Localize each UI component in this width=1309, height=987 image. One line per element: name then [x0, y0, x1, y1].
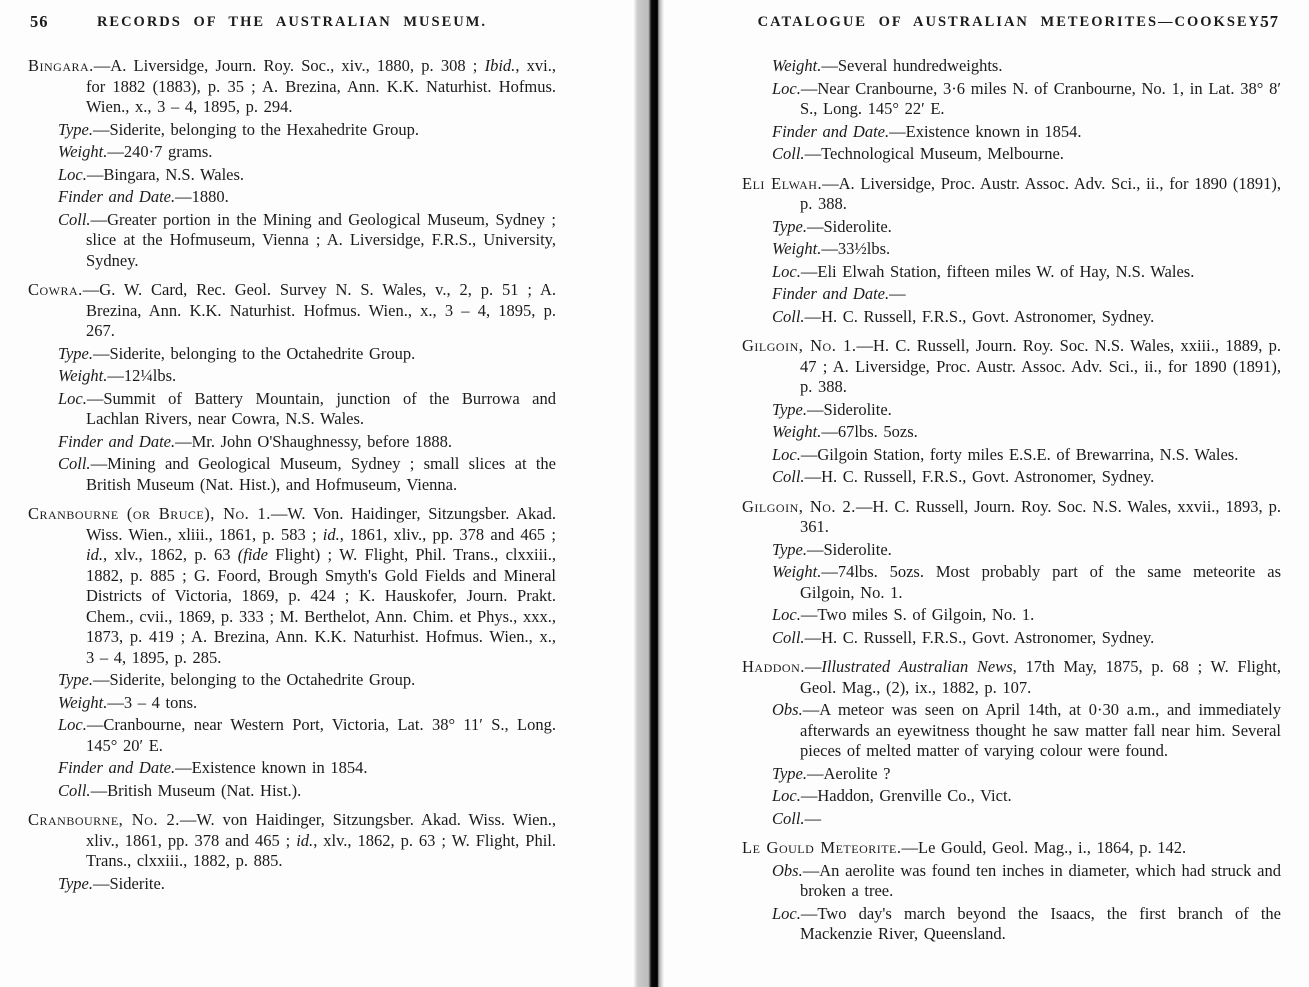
entry-citation	[28, 810, 556, 872]
catalogue-entry	[742, 56, 1281, 165]
field-label: Finder and Date.	[58, 758, 176, 777]
entry-field	[58, 781, 556, 802]
entry-citation	[742, 174, 1281, 215]
field-text: —Several hundredweights.	[821, 56, 1003, 75]
entry-field	[58, 187, 556, 208]
catalogue-entry	[742, 838, 1281, 945]
field-text: —Gilgoin Station, forty miles E.S.E. of Brewarrina, N.S. Wales.	[800, 444, 1239, 464]
citation-text: Flight) ; W. Flight, Phil. Trans., clxxiii., 1882, p. 885 ; G. Foord, Brough Smyth's Gold Fields and Mineral Districts of Victoria, 1869, p. 424 ; K. Hauskofer, Journ. Prakt. Chem., cvii., 1869, p. 333 ; M. Berthelot, Ann. Chim. et Phys., xxx., 1873, p. 419 ; A. Brezina, Ann. K.K. Naturhist. Hofmus. Wien., x., 3 – 4, 1895, p. 285.	[86, 545, 556, 667]
field-label: Loc.	[772, 78, 801, 98]
entry-field	[772, 239, 1281, 260]
field-label: Finder and Date.	[772, 284, 890, 303]
field-text: —3 – 4 tons.	[107, 692, 198, 712]
field-label: Weight.	[58, 366, 108, 385]
running-header-left: RECORDS OF THE AUSTRALIAN MUSEUM.	[96, 14, 488, 30]
field-text: —33½lbs.	[821, 239, 891, 258]
field-text: —Existence known in 1854.	[889, 121, 1082, 141]
field-label: Coll.	[58, 454, 91, 473]
field-label: Finder and Date.	[58, 187, 176, 206]
entry-field	[772, 700, 1281, 762]
entry-citation	[742, 838, 1281, 859]
field-text: —H. C. Russell, F.R.S., Govt. Astronomer, Sydney.	[804, 627, 1155, 647]
entry-field	[58, 715, 556, 756]
entry-field	[58, 142, 556, 163]
field-text: —Siderite, belonging to the Hexahedrite Group.	[92, 119, 419, 139]
field-text: —An aerolite was found ten inches in diameter, which had struck and broken a tree.	[800, 860, 1281, 900]
field-text: —Near Cranbourne, 3·6 miles N. of Cranbourne, No. 1, in Lat. 38° 8′ S., Long. 145° 22′ E.	[800, 78, 1281, 118]
citation-text: —	[804, 657, 822, 676]
entry-field	[772, 307, 1281, 328]
entry-field	[772, 284, 1281, 305]
field-text: —240·7 grams.	[107, 142, 213, 161]
field-label: Loc.	[772, 444, 801, 464]
page-right	[664, 0, 1309, 987]
field-text: —H. C. Russell, F.R.S., Govt. Astronomer, Sydney.	[804, 306, 1155, 326]
entry-field	[58, 165, 556, 186]
entry-field	[772, 122, 1281, 143]
running-header-right: CATALOGUE OF AUSTRALIAN METEORITES—COOKSEY.	[757, 14, 1266, 30]
field-label: Loc.	[772, 605, 801, 624]
catalogue-entry	[28, 56, 556, 271]
field-label: Weight.	[772, 239, 822, 258]
entry-field	[772, 422, 1281, 443]
field-label: Type.	[772, 539, 807, 559]
field-label: Coll.	[772, 627, 805, 647]
field-label: Loc.	[772, 903, 801, 923]
entry-field	[58, 670, 556, 691]
citation-text: , 1861, xliv., pp. 378 and 465 ;	[339, 524, 556, 544]
field-text: —Siderolite.	[806, 216, 892, 236]
catalogue-entry	[28, 810, 556, 894]
entry-field	[58, 758, 556, 779]
citation-text: —W. Von. Haidinger, Sitzungsber. Akad. Wiss. Wien., xliii., 1861, p. 583 ;	[86, 504, 556, 544]
entries-right	[742, 56, 1281, 945]
field-label: Loc.	[772, 786, 801, 805]
field-label: Coll.	[772, 467, 805, 486]
field-text: —Bingara, N.S. Wales.	[86, 164, 245, 184]
field-label: Type.	[772, 399, 807, 419]
field-text: —Existence known in 1854.	[175, 758, 368, 777]
entry-citation	[28, 504, 556, 668]
page-right-header	[742, 12, 1281, 34]
citation-text: , 17th May, 1875, p. 68 ; W. Flight, Geol. Mag., (2), ix., 1882, p. 107.	[800, 657, 1281, 697]
entry-headword: Haddon.	[742, 657, 805, 676]
citation-italic-text: id.	[296, 830, 314, 850]
field-label: Type.	[772, 216, 807, 236]
entry-headword: Gilgoin, No. 1.	[742, 336, 857, 355]
field-label: Type.	[58, 343, 93, 363]
entry-field	[772, 262, 1281, 283]
citation-italic-text: Ibid.	[484, 56, 516, 75]
entry-field	[772, 445, 1281, 466]
field-label: Obs.	[772, 860, 803, 880]
field-text: —Eli Elwah Station, fifteen miles W. of Hay, N.S. Wales.	[800, 261, 1195, 281]
entry-field	[58, 344, 556, 365]
field-label: Type.	[772, 763, 807, 783]
field-text: —Summit of Battery Mountain, junction of the Burrowa and Lachlan Rivers, near Cowra, N.S. Wales.	[86, 388, 556, 428]
entry-citation	[28, 56, 556, 118]
entry-field	[772, 467, 1281, 488]
field-label: Type.	[58, 873, 93, 893]
entry-field	[772, 217, 1281, 238]
page-left-header	[28, 12, 556, 34]
entry-field	[58, 210, 556, 272]
catalogue-entry	[28, 280, 556, 495]
field-text: —	[889, 284, 906, 303]
catalogue-entry	[28, 504, 556, 801]
page-number-left: 56	[30, 12, 49, 31]
entry-citation	[742, 657, 1281, 698]
citation-text: —A. Liversidge, Journ. Roy. Soc., xiv., 1880, p. 308 ;	[93, 56, 485, 75]
citation-italic-text: id.	[322, 524, 340, 544]
entries-left	[28, 56, 556, 894]
catalogue-entry	[742, 657, 1281, 829]
field-text: —74lbs. 5ozs. Most probably part of the same meteorite as Gilgoin, No. 1.	[800, 562, 1281, 602]
field-text: —Siderite, belonging to the Octahedrite Group.	[92, 343, 416, 363]
field-label: Coll.	[58, 780, 91, 800]
entry-field	[772, 540, 1281, 561]
entry-field	[58, 693, 556, 714]
field-text: —12¼lbs.	[107, 366, 177, 385]
field-label: Type.	[58, 119, 93, 139]
entry-headword: Gilgoin, No. 2.	[742, 496, 856, 516]
entry-citation	[28, 280, 556, 342]
citation-text: —W. von Haidinger, Sitzungsber. Akad. Wiss. Wien., xliv., 1861, pp. 378 and 465 ;	[86, 810, 557, 850]
entry-headword: Cranbourne (or Bruce), No. 1.	[28, 504, 271, 523]
citation-italic-text: id.	[86, 545, 103, 564]
citation-text: —Le Gould, Geol. Mag., i., 1864, p. 142.	[901, 838, 1187, 857]
entry-citation	[742, 336, 1281, 398]
citation-text: , xlv., 1862, p. 63	[102, 545, 238, 564]
field-text: —Haddon, Grenville Co., Vict.	[800, 786, 1012, 805]
field-text: —1880.	[175, 187, 229, 206]
catalogue-entry	[742, 497, 1281, 649]
field-text: —Siderolite.	[806, 399, 892, 419]
entry-headword: Eli Elwah.	[742, 173, 823, 193]
field-text: —Siderolite.	[806, 539, 892, 559]
field-text: —A meteor was seen on April 14th, at 0·30 a.m., and immediately afterwards an eyewitness thought he saw matter fall near him. Several pieces of melted matter of varying colour were found.	[800, 700, 1281, 760]
field-text: —British Museum (Nat. Hist.).	[90, 780, 302, 800]
field-label: Weight.	[772, 422, 822, 441]
entry-field	[772, 605, 1281, 626]
entry-headword: Cranbourne, No. 2.	[28, 810, 180, 829]
page-left	[0, 0, 636, 987]
entry-field	[772, 144, 1281, 165]
field-text: —Siderite, belonging to the Octahedrite Group.	[92, 670, 416, 689]
entry-field	[772, 628, 1281, 649]
citation-text: , xlv., 1862, p. 63 ; W. Flight, Phil. Trans., clxxiii., 1882, p. 885.	[86, 830, 556, 870]
entry-field	[772, 562, 1281, 603]
field-text: —Two miles S. of Gilgoin, No. 1.	[800, 605, 1035, 624]
field-label: Weight.	[772, 562, 822, 581]
field-label: Loc.	[58, 388, 87, 408]
entry-headword: Bingara.	[28, 56, 94, 75]
field-label: Loc.	[58, 715, 87, 734]
catalogue-entry	[742, 336, 1281, 488]
entry-field	[58, 366, 556, 387]
field-text: —	[804, 808, 822, 828]
entry-field	[772, 904, 1281, 945]
field-label: Coll.	[772, 306, 805, 326]
citation-text: —H. C. Russell, Journ. Roy. Soc. N.S. Wales, xxiii., 1889, p. 47 ; A. Liversidge, Proc. Austr. Assoc. Adv. Sci., ii., for 1890 (1891), p. 388.	[800, 336, 1282, 396]
field-text: —Technological Museum, Melbourne.	[804, 144, 1064, 163]
field-text: —Mining and Geological Museum, Sydney ; small slices at the British Museum (Nat. Hist.), and Hofmuseum, Vienna.	[86, 454, 556, 494]
field-label: Weight.	[772, 56, 822, 75]
citation-text: —A. Liversidge, Proc. Austr. Assoc. Adv. Sci., ii., for 1890 (1891), p. 388.	[800, 173, 1281, 213]
field-label: Coll.	[58, 209, 91, 229]
field-text: —Two day's march beyond the Isaacs, the first branch of the Mackenzie River, Queensland.	[800, 903, 1281, 943]
page-number-right: 57	[1260, 12, 1279, 31]
citation-text: , xvi., for 1882 (1883), p. 35 ; A. Brezina, Ann. K.K. Naturhist. Hofmus. Wien., x., 3 – 4, 1895, p. 294.	[86, 56, 556, 116]
citation-italic-text: (fide	[237, 545, 269, 564]
field-label: Coll.	[772, 144, 805, 163]
citation-text: —H. C. Russell, Journ. Roy. Soc. N.S. Wales, xxvii., 1893, p. 361.	[800, 496, 1281, 536]
citation-text: —G. W. Card, Rec. Geol. Survey N. S. Wales, v., 2, p. 51 ; A. Brezina, Ann. K.K. Naturhist. Hofmus. Wien., x., 3 – 4, 1895, p. 267.	[82, 280, 556, 340]
field-label: Obs.	[772, 700, 803, 719]
entry-field	[772, 861, 1281, 902]
entry-field	[772, 79, 1281, 120]
field-text: —H. C. Russell, F.R.S., Govt. Astronomer, Sydney.	[804, 467, 1155, 486]
field-label: Finder and Date.	[772, 121, 890, 141]
field-text: —Mr. John O'Shaughnessy, before 1888.	[175, 431, 453, 451]
citation-italic-text: Illustrated Australian News	[821, 657, 1013, 676]
field-text: —Cranbourne, near Western Port, Victoria, Lat. 38° 11′ S., Long. 145° 20′ E.	[86, 715, 556, 755]
field-label: Loc.	[772, 261, 801, 281]
entry-field	[58, 874, 556, 895]
entry-field	[58, 432, 556, 453]
field-text: —67lbs. 5ozs.	[821, 422, 918, 441]
entry-citation	[742, 497, 1281, 538]
entry-field	[772, 764, 1281, 785]
field-text: —Greater portion in the Mining and Geological Museum, Sydney ; slice at the Hofmuseum, Vienna ; A. Liversidge, F.R.S., University, Sydney.	[86, 209, 556, 270]
entry-field	[772, 809, 1281, 830]
field-label: Loc.	[58, 164, 87, 184]
entry-field	[58, 454, 556, 495]
field-label: Finder and Date.	[58, 431, 176, 451]
catalogue-entry	[742, 174, 1281, 328]
field-label: Weight.	[58, 692, 108, 712]
book-gutter	[634, 0, 664, 987]
entry-field	[772, 400, 1281, 421]
field-label: Type.	[58, 670, 93, 689]
entry-field	[772, 786, 1281, 807]
entry-field	[58, 389, 556, 430]
field-text: —Aerolite ?	[806, 763, 891, 783]
entry-headword: Le Gould Meteorite.	[742, 838, 902, 857]
field-label: Coll.	[772, 808, 805, 828]
field-text: —Siderite.	[92, 873, 165, 893]
entry-field	[58, 120, 556, 141]
entry-field	[772, 56, 1281, 77]
field-label: Weight.	[58, 142, 108, 161]
entry-headword: Cowra.	[28, 280, 83, 299]
